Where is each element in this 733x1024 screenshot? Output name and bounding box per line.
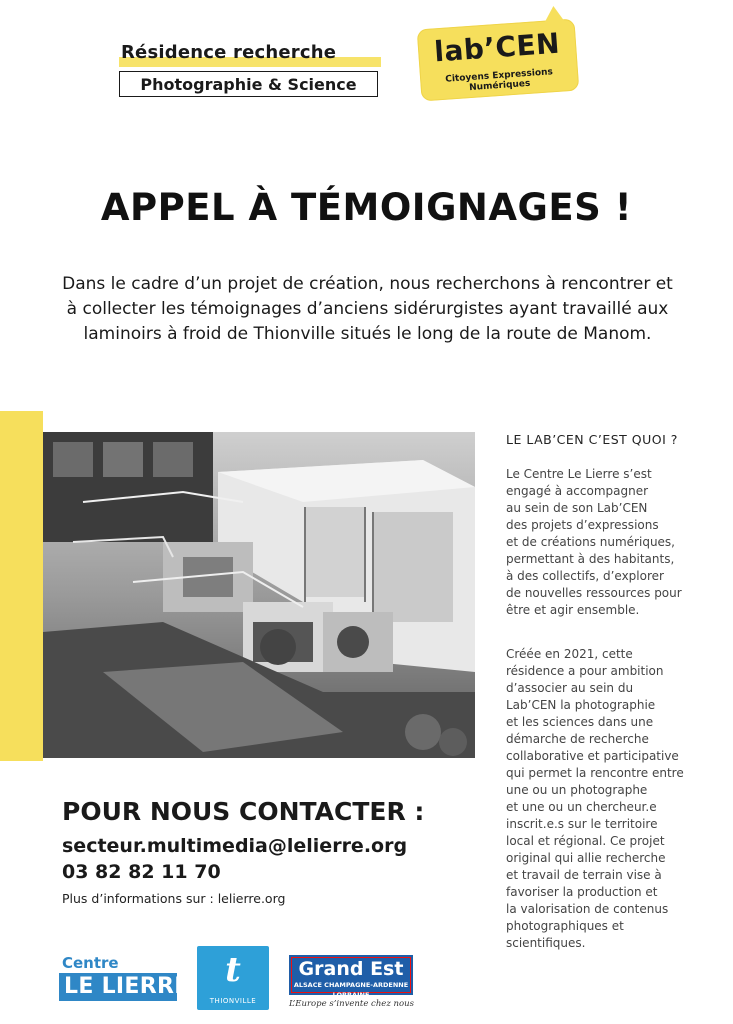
page-title: APPEL À TÉMOIGNAGES ! bbox=[100, 186, 633, 229]
side-para1-line: au sein de son Lab’CEN bbox=[506, 501, 648, 515]
labcen-logo bbox=[417, 19, 580, 102]
thionville-logo bbox=[197, 946, 269, 1010]
side-para2-line: original qui allie recherche bbox=[506, 851, 666, 865]
side-para2-line: photographiques et bbox=[506, 919, 624, 933]
speech-bubble-tail bbox=[543, 5, 564, 22]
side-para2-line: et une ou un chercheur.e bbox=[506, 800, 657, 814]
side-para1-line: Le Centre Le Lierre s’est bbox=[506, 467, 652, 481]
side-para2-line: démarche de recherche bbox=[506, 732, 649, 746]
lierre-logo-top: Centre bbox=[62, 954, 119, 972]
intro-paragraph: Dans le cadre d’un projet de création, nous recherchons à rencontrer et à collecter les témoignages d’anciens sidérurgistes ayant travaillé aux laminoirs à froid de Thionville situés le long de la route de Manom. bbox=[62, 274, 673, 344]
side-section-title: LE LAB’CEN C’EST QUOI ? bbox=[506, 432, 678, 447]
yellow-accent-bar bbox=[0, 411, 43, 761]
grand-est-logo-box bbox=[289, 955, 413, 999]
side-para1-line: des projets d’expressions bbox=[506, 518, 659, 532]
grand-est-logo-region: ALSACE CHAMPAGNE-ARDENNE LORRAINE bbox=[293, 981, 409, 999]
lierre-logo-name: LE LIERRE bbox=[59, 973, 177, 1001]
labcen-logo-title: lab’CEN bbox=[433, 26, 562, 69]
side-para2-line: résidence a pour ambition bbox=[506, 664, 664, 678]
side-para2-line: scientifiques. bbox=[506, 936, 586, 950]
side-para2-line: favoriser la production et bbox=[506, 885, 658, 899]
side-para2-line: collaborative et participative bbox=[506, 749, 679, 763]
side-para2-line: local et régional. Ce projet bbox=[506, 834, 665, 848]
contact-email[interactable]: secteur.multimedia@lelierre.org bbox=[62, 835, 408, 857]
contact-phone[interactable]: 03 82 82 11 70 bbox=[62, 861, 221, 883]
contact-more-info: Plus d’informations sur : lelierre.org bbox=[62, 891, 286, 906]
residence-title: Résidence recherche bbox=[121, 42, 337, 63]
side-para2-line: d’associer au sein du bbox=[506, 681, 634, 695]
factory-photo-image bbox=[43, 432, 475, 758]
grand-est-logo-slogan: L’Europe s’invente chez nous bbox=[289, 999, 414, 1009]
thionville-logo-mark: t bbox=[225, 950, 241, 990]
side-para1-line: de nouvelles ressources pour bbox=[506, 586, 682, 600]
centre-le-lierre-logo bbox=[59, 954, 190, 1003]
side-para1-line: permettant à des habitants, bbox=[506, 552, 675, 566]
side-para2-line: Lab’CEN la photographie bbox=[506, 698, 656, 712]
side-paragraph-1 bbox=[506, 466, 728, 619]
side-para2-line: Créée en 2021, cette bbox=[506, 647, 633, 661]
side-para2-line: qui permet la rencontre entre bbox=[506, 766, 684, 780]
side-paragraph-2 bbox=[506, 646, 728, 952]
side-para2-line: la valorisation de contenus bbox=[506, 902, 669, 916]
labcen-logo-subtitle: Citoyens Expressions Numériques bbox=[445, 67, 554, 94]
thionville-logo-name: THIONVILLE bbox=[209, 997, 257, 1005]
side-para2-line: inscrit.e.s sur le territoire bbox=[506, 817, 658, 831]
side-para1-line: à des collectifs, d’explorer bbox=[506, 569, 664, 583]
side-para1-line: et de créations numériques, bbox=[506, 535, 675, 549]
side-para1-line: engagé à accompagner bbox=[506, 484, 649, 498]
side-para2-line: et les sciences dans une bbox=[506, 715, 654, 729]
side-para2-line: et travail de terrain vise à bbox=[506, 868, 662, 882]
residence-subtitle-box: Photographie & Science bbox=[119, 71, 378, 97]
side-para2-line: une ou un photographe bbox=[506, 783, 648, 797]
factory-photo bbox=[43, 432, 475, 758]
grand-est-logo bbox=[289, 955, 413, 1013]
grand-est-logo-name: Grand Est bbox=[298, 958, 404, 980]
contact-title: POUR NOUS CONTACTER : bbox=[62, 797, 425, 826]
side-para1-line: être et agir ensemble. bbox=[506, 603, 640, 617]
